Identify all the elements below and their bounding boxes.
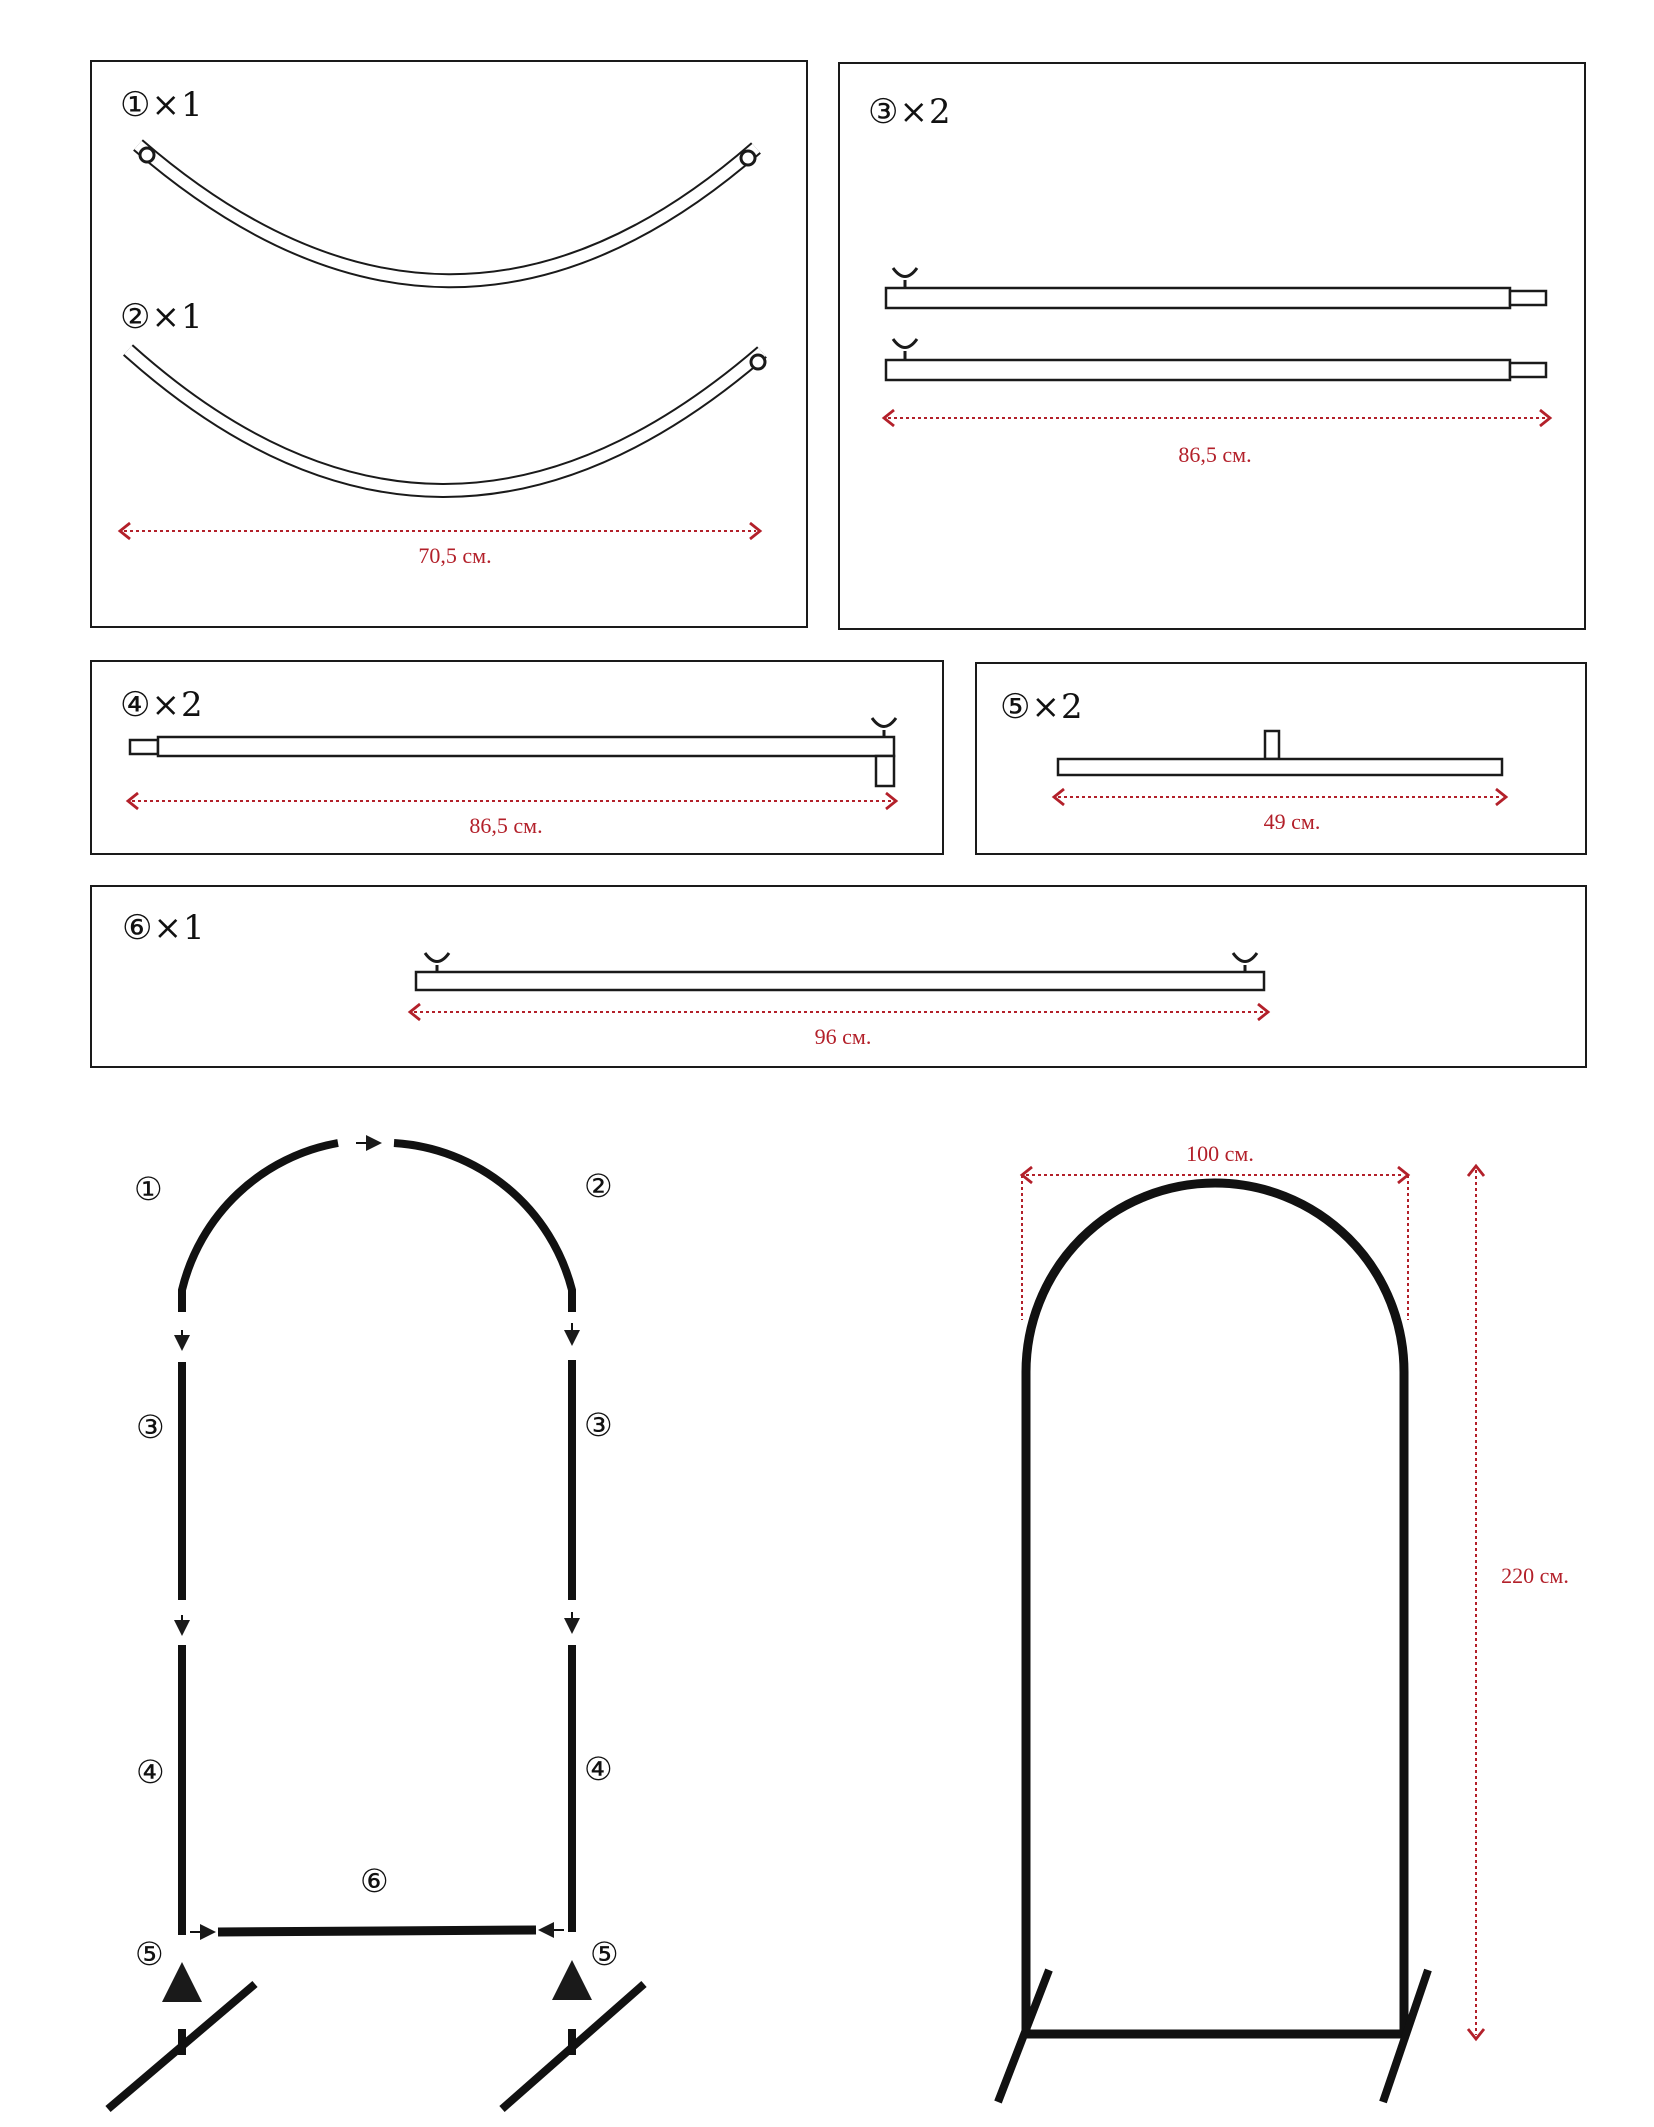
arch-width-dimension	[1022, 1175, 1408, 1320]
part-4-label: ④×2	[120, 685, 204, 725]
assembly-label-5-left: ⑤	[135, 1935, 164, 1973]
part-box-3	[838, 62, 1586, 630]
assembly-label-4-right: ④	[584, 1750, 613, 1788]
exploded-assembly	[108, 1143, 644, 2109]
arch-height-label: 220 см.	[1501, 1563, 1569, 1588]
part-6-length-label: 96 см.	[814, 1024, 872, 1049]
part-6-label: ⑥×1	[122, 908, 206, 948]
part-5-label: ⑤×2	[1000, 687, 1084, 727]
assembled-arch	[998, 1183, 1428, 2102]
part-5-length-label: 49 см.	[1263, 809, 1321, 834]
assembly-label-5-right: ⑤	[590, 1935, 619, 1973]
arch-width-label: 100 см.	[1186, 1141, 1254, 1166]
part-1-label: ①×1	[120, 85, 204, 125]
curve-length-label: 70,5 см.	[418, 543, 492, 568]
part-2-label: ②×1	[120, 297, 204, 337]
assembly-label-3-left: ③	[136, 1408, 165, 1446]
assembly-label-1: ①	[134, 1170, 163, 1208]
part-3-label: ③×2	[868, 92, 952, 132]
part-4-length-label: 86,5 см.	[469, 813, 543, 838]
part-3-length-label: 86,5 см.	[1178, 442, 1252, 467]
assembly-label-2: ②	[584, 1167, 613, 1205]
assembly-label-4-left: ④	[136, 1753, 165, 1791]
assembly-label-3-right: ③	[584, 1406, 613, 1444]
assembly-label-6: ⑥	[360, 1862, 389, 1900]
